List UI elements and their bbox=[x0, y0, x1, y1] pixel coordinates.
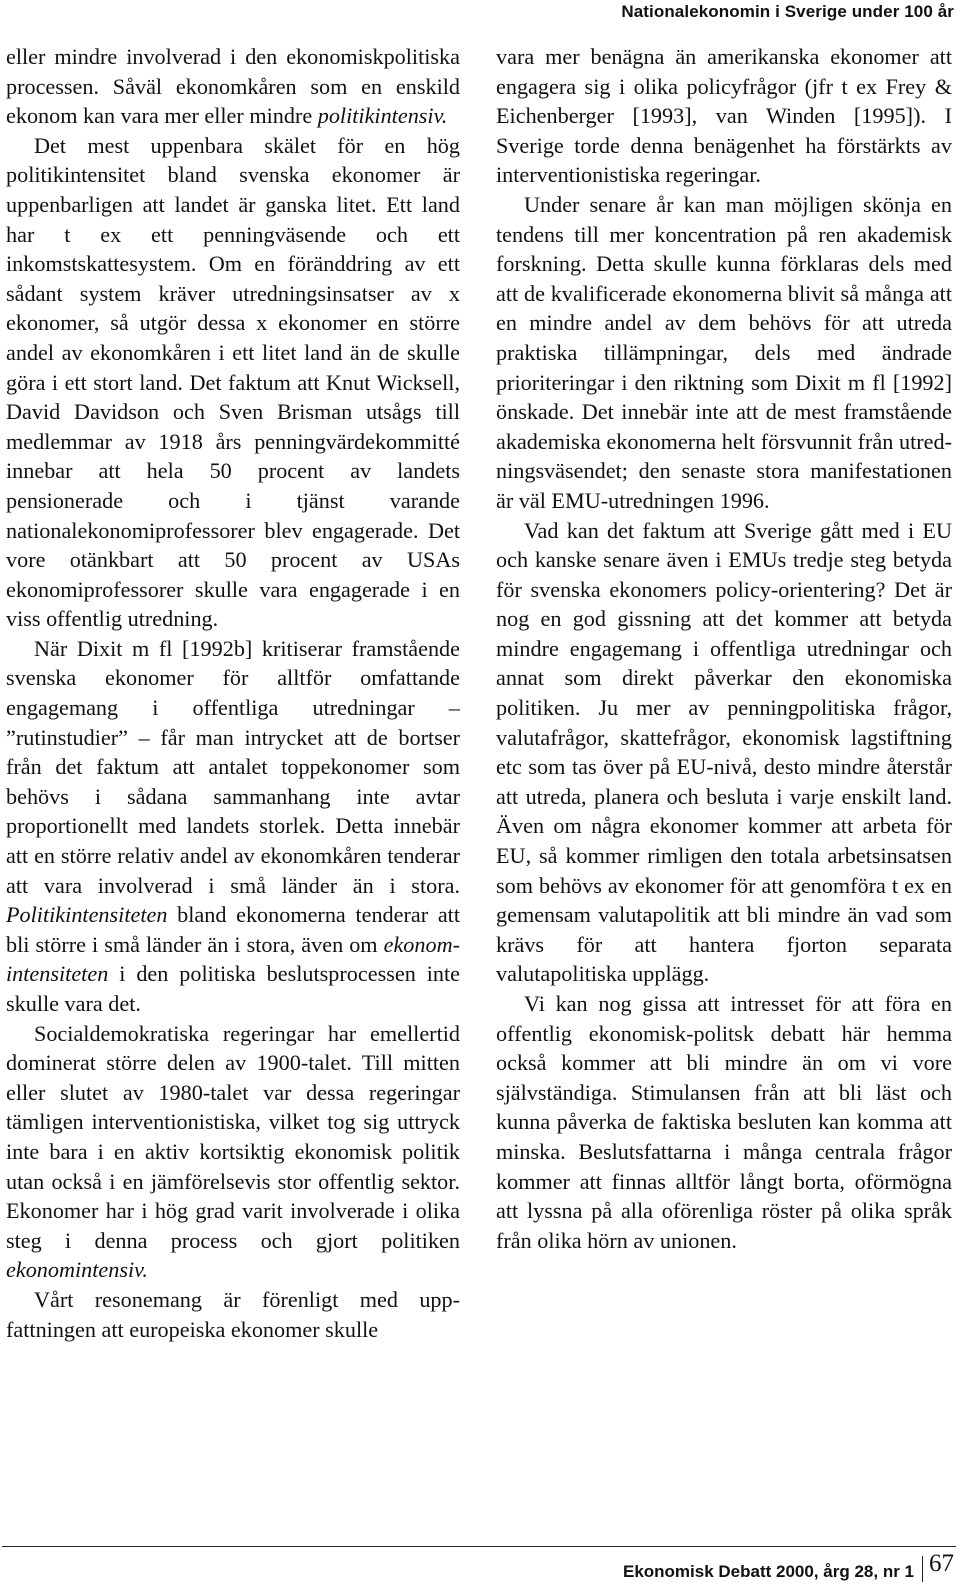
paragraph-text: bland ekonomerna tenderar att bli större i små länder än i stora, även om bbox=[6, 902, 460, 957]
paragraph: vara mer benägna än amerikanska ekonomer att engagera sig i olika policyfrågor (jfr t ex Frey & Eichenberger [1993], van Winden [1995]). I Sverige torde denna benägenhet ha förstärkts av interventionistiska regeringar. bbox=[496, 44, 952, 188]
paragraph bbox=[6, 634, 460, 1019]
running-header: Nationalekonomin i Sverige under 100 år bbox=[621, 2, 954, 21]
page-number: 67 bbox=[929, 1550, 954, 1577]
emphasis: politikintensiv. bbox=[317, 103, 448, 129]
emphasis: ekonom-intensiteten bbox=[6, 931, 460, 987]
paragraph bbox=[6, 42, 460, 131]
paragraph bbox=[6, 1019, 460, 1285]
footer-divider bbox=[922, 1556, 923, 1582]
right-column bbox=[496, 42, 952, 1255]
emphasis: ekonomintensiv. bbox=[6, 1257, 148, 1283]
paragraph: Under senare år kan man möjligen skönja en tendens till mer koncentration på ren akademisk forskning. Detta skulle kunna förklaras dels med att de kvalificerade ekonomerna blivit så många att en mindre andel av dem behövs för att utreda praktiska tillämpningar, dels med ändrade prioriteringar i den riktning som Dixit m fl [1992] önskade. Det innebär inte att de mest framstående akademiska ekonomerna helt försvunnit från utredningsväsendet; den senaste stora manifestationen är väl EMU-utredningen 1996. bbox=[496, 191, 952, 513]
paragraph-text: i den politiska beslutsprocessen inte skulle vara det. bbox=[6, 961, 460, 1016]
paragraph: Vad kan det faktum att Sverige gått med i EU och kanske senare även i EMUs tredje steg betyda för svenska ekonomers policy-orientering? Det är nog en god gissning att det kommer att betyda mindre engagemang i offentliga utredningar och annat som direkt påverkar den ekonomiska politiken. Ju mer av penningpolitiska frågor, valutafrågor, skattefrågor, ekonomisk lagstiftning etc som tas över på EU-nivå, desto mindre återstår att utreda, planera och besluta i varje enskilt land. Även om några ekonomer kommer att arbeta för EU, så kommer rimligen den totala arbetsinsatsen som behövs av ekonomer för att genomföra t ex en gemensam valutapolitik att bli mindre än vad som krävs för att hantera fjorton separata valutapolitiska upplägg. bbox=[496, 517, 952, 987]
paragraph-text: När Dixit m fl [1992b] kritiserar framstående svenska ekonomer för alltför omfattande engagemang i offentliga utredningar – ”rutinstudier” – får man intrycket att de bortser från det faktum att antalet toppekonomer som behövs i sådana sammanhang inte avtar proportionellt med landets storlek. Detta innebär att en större relativ andel av ekonomkåren tenderar att vara involverad i små länder än i stora. bbox=[6, 635, 460, 898]
left-column bbox=[6, 42, 460, 1344]
footer-rule bbox=[2, 1546, 956, 1547]
emphasis: Politikintensiteten bbox=[6, 902, 168, 928]
journal-citation: Ekonomisk Debatt 2000, årg 28, nr 1 bbox=[622, 1562, 914, 1581]
paragraph-text: eller mindre involverad i den ekonomiskpolitiska processen. Såväl ekonomkåren som en enskild ekonom kan vara mer eller mindre bbox=[6, 44, 460, 129]
paragraph: Vi kan nog gissa att intresset för att föra en offentlig ekonomisk-politsk debatt här hemma också kommer att bli mindre än om vi vore självständiga. Stimulansen från att bli läst och kunna påverka de faktiska besluten kan komma att minska. Beslutsfattarna i många centrala frågor kommer att finnas alltför långt borta, oförmögna att lyssna på alla oförenliga röster på olika språk från olika hörn av unionen. bbox=[496, 991, 952, 1253]
paragraph: Det mest uppenbara skälet för en hög politikintensitet bland svenska ekonomer är uppenbarligen att landet är ganska litet. Ett land har t ex ett penningväsende och ett inkomstskattesystem. Om en föränddring av ett sådant system kräver utredningsinsatser av x ekonomer, så utgör dessa x ekonomer en större andel av ekonomkåren i ett litet land än de skulle göra i ett stort land. Det faktum att Knut Wicksell, David Davidson och Sven Brisman utsågs till medlemmar av 1918 års penningvärdekommitté innebar att hela 50 procent av landets pensionerade och i tjänst varande nationalekonomiprofessorer blev engagerade. Det vore otänkbart att 50 procent av USAs ekonomiprofessorer skulle vara engagerade i en viss offentlig utredning. bbox=[6, 132, 460, 632]
footer bbox=[623, 1551, 954, 1584]
paragraph: Vårt resonemang är förenligt med uppfattningen att europeiska ekonomer skulle bbox=[6, 1286, 460, 1342]
paragraph-text: Socialdemokratiska regeringar har emellertid dominerat större delen av 1900-talet. Till mitten eller slutet av 1980-talet var dessa regeringar tämligen interventionistiska, vilket tog sig uttryck inte bara i en aktiv kortsiktig ekonomisk politik utan också i en jämförelsevis stor offentlig sektor. Ekonomer har i hög grad varit involverade i olika steg i denna process och gjort politiken bbox=[6, 1020, 460, 1253]
